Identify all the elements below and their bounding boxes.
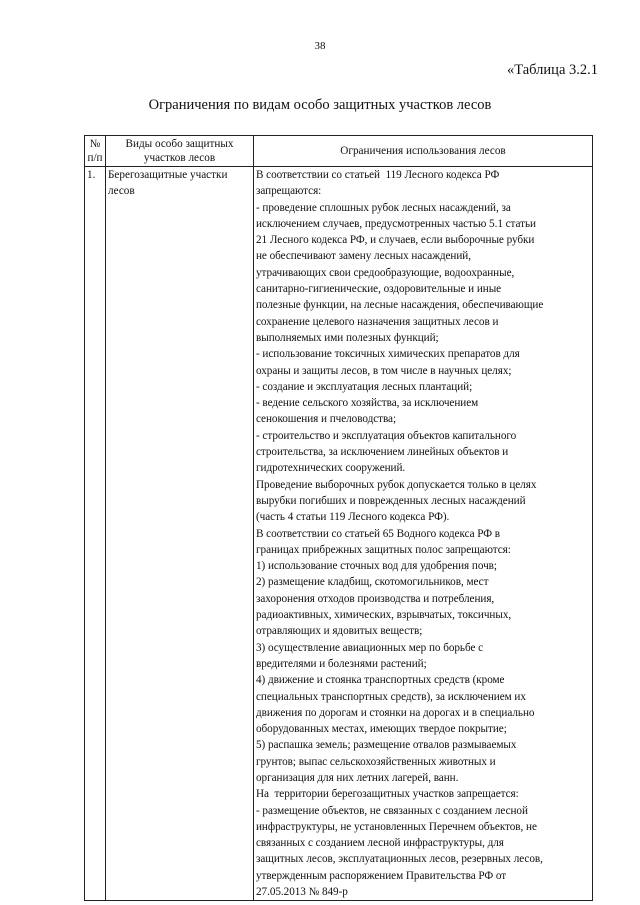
row-restrictions-text: В соответствии со статьей 119 Лесного кодекса РФ запрещаются: - проведение сплошных рубок лесных насаждений, за исключением случаев, предусмотренных частью 5.1 статьи 21 Лесного кодекса РФ, и случаев, если выборочные рубки не обеспечивают замену лесных насаждений, утрачивающих свои средообразующие, водоохранные, санитарно-гигиенические, оздоровительные и иные полезные функции, на лесные насаждения, обеспечивающие сохранение целевого назначения защитных лесов и выполняемых ими полезных функций; - использование токсичных химических препаратов для охраны и защиты лесов, в том числе в научных целях; - создание и эксплуатация лесных плантаций; - ведение сельского хозяйства, за исключением сенокошения и пчеловодства; - строительство и эксплуатация объектов капитального строительства, за исключением линейных объектов и гидротехнических сооружений. Проведение выборочных рубок допускается только в целях вырубки погибших и поврежденных лесных насаждений (часть 4 статьи 119 Лесного кодекса РФ). В соответствии со статьей 65 Водного кодекса РФ в границах прибрежных защитных полос запрещаются: 1) использование сточных вод для удобрения почв; 2) размещение кладбищ, скотомогильников, мест захоронения отходов производства и потребления, радиоактивных, химических, взрывчатых, токсичных, отравляющих и ядовитых веществ; 3) осуществление авиационных мер по борьбе с вредителями и болезнями растений; 4) движение и стоянка транспортных средств (кроме специальных транспортных средств), за исключением их движения по дорогам и стоянки на дорогах и в специально оборудованных местах, имеющих твердое покрытие; 5) распашка земель; размещение отвалов размываемых грунтов; выпас сельскохозяйственных животных и организация для них летних лагерей, ванн. На территории берегозащитных участков запрещается: - размещение объектов, не связанных с созданием лесной инфраструктуры, не установленных Перечнем объектов, не связанных с созданием лесной инфраструктуры, для защитных лесов, эксплуатационных лесов, резервных лесов, утвержденным распоряжением Правительства РФ от 27.05.2013 № 849-р <box>254 167 593 901</box>
restrictions-table <box>84 135 593 901</box>
header-forest-type: Виды особо защитных участков лесов <box>106 136 254 167</box>
document-title: Ограничения по видам особо защитных участков лесов <box>148 97 492 113</box>
table-body <box>85 167 593 901</box>
table-label: «Таблица 3.2.1 <box>506 62 598 78</box>
table-header-row <box>85 136 593 167</box>
row-forest-type: Берегозащитные участки лесов <box>106 167 254 901</box>
row-number: 1. <box>85 167 106 901</box>
table-row <box>85 167 593 901</box>
page-number: 38 <box>314 40 326 52</box>
header-number: № п/п <box>85 136 106 167</box>
table-header <box>85 136 593 167</box>
header-restrictions: Ограничения использования лесов <box>254 136 593 167</box>
